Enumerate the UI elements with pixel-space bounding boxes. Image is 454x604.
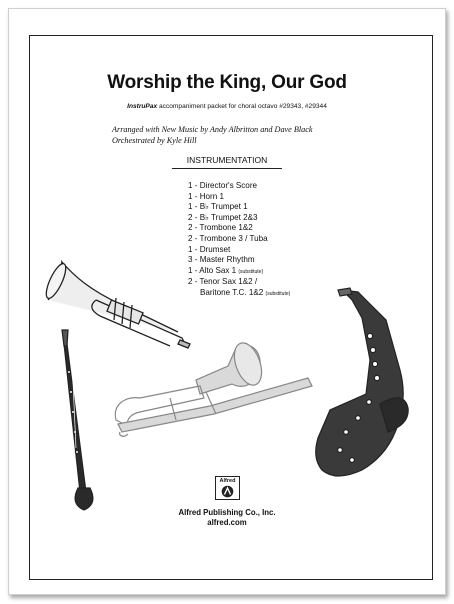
- substitute-note: (substitute): [238, 268, 264, 275]
- list-item: 2 - Trombone 1&2: [188, 223, 253, 233]
- list-item: 2 - Tenor Sax 1&2 /: [188, 277, 258, 287]
- page-title: Worship the King, Our God: [107, 72, 347, 93]
- publisher-url: alfred.com: [207, 517, 247, 527]
- list-item: 1 - Horn 1: [188, 191, 224, 201]
- brand-name: InstruPax: [127, 103, 158, 110]
- publisher-name: Alfred Publishing Co., Inc.: [178, 508, 276, 517]
- list-item: 1 - B♭ Trumpet 1: [188, 202, 248, 212]
- alfred-logo: [215, 476, 240, 500]
- list-item: 1 - Alto Sax 1 (substitute): [188, 265, 264, 275]
- arranger-credit: Arranged with New Music by Andy Albritton and Dave Black: [112, 125, 313, 134]
- logo-text: Alfred: [219, 478, 236, 484]
- substitute-note: (substitute): [265, 290, 291, 297]
- saxophone-icon: [316, 288, 408, 476]
- clarinet-icon: [62, 330, 93, 510]
- trombone-icon: [115, 339, 312, 436]
- orchestrator-credit: Orchestrated by Kyle Hill: [112, 136, 197, 145]
- list-item: 1 - Drumset: [188, 244, 231, 254]
- list-item: 1 - Director's Score: [188, 181, 258, 190]
- instrumentation-heading: INSTRUMENTATION: [186, 155, 268, 165]
- subtitle-text: accompaniment packet for choral octavo #29343, #29344: [157, 103, 327, 110]
- list-item: 2 - B♭ Trumpet 2&3: [188, 212, 258, 222]
- publisher-info: [0, 508, 454, 527]
- list-item: 2 - Trombone 3 / Tuba: [188, 233, 268, 243]
- alfred-mark-icon: [221, 485, 234, 498]
- list-item: Baritone T.C. 1&2 (substitute): [200, 287, 291, 297]
- list-item: 3 - Master Rhythm: [188, 255, 255, 265]
